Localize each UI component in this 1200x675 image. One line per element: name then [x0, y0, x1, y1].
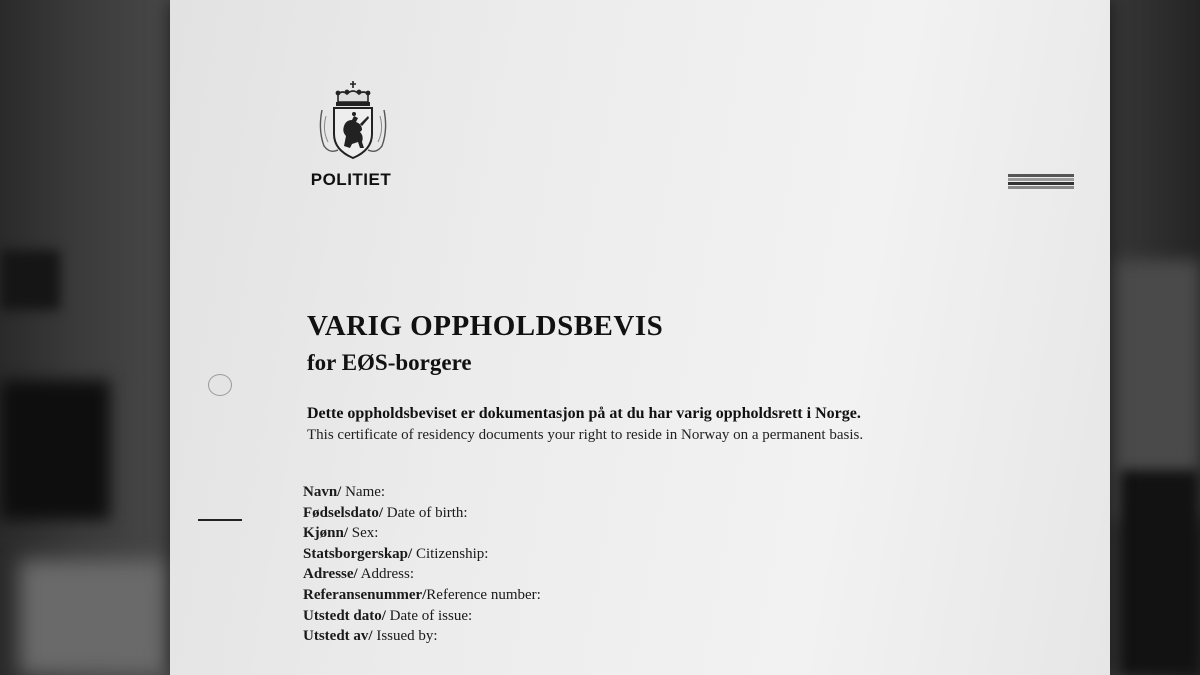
- field-address: Adresse/ Address:: [303, 566, 414, 583]
- punch-hole-icon: [208, 374, 232, 396]
- agency-name: POLITIET: [310, 170, 392, 189]
- document-title: VARIG OPPHOLDSBEVIS: [307, 310, 664, 342]
- background-shadow: [0, 250, 60, 310]
- field-list: [303, 484, 541, 649]
- norway-coat-of-arms-icon: [316, 80, 390, 162]
- field-issued-by: Utstedt av/ Issued by:: [303, 628, 438, 645]
- field-sex: Kjønn/ Sex:: [303, 525, 379, 542]
- background-left: [0, 0, 185, 675]
- background-shadow: [1120, 470, 1200, 675]
- field-reference-number: Referansenummer/Reference number:: [303, 586, 541, 603]
- flag-stripe-icon: [1008, 174, 1074, 190]
- document-subtitle: for EØS-borgere: [307, 350, 472, 375]
- background-right: [1100, 0, 1200, 675]
- field-date-of-birth: Fødselsdato/ Date of birth:: [303, 504, 468, 521]
- fold-mark: [198, 519, 242, 521]
- field-citizenship: Statsborgerskap/ Citizenship:: [303, 545, 489, 562]
- field-name: Navn/ Name:: [303, 484, 386, 500]
- background-shadow: [0, 380, 110, 520]
- document-page: [170, 0, 1110, 675]
- background-shadow: [20, 560, 170, 675]
- intro-text-norwegian: Dette oppholdsbeviset er dokumentasjon på at du har varig oppholdsrett i Norge.: [307, 405, 861, 422]
- field-date-of-issue: Utstedt dato/ Date of issue:: [303, 607, 473, 624]
- intro-text-english: This certificate of residency documents your right to reside in Norway on a permanent basis.: [307, 427, 864, 443]
